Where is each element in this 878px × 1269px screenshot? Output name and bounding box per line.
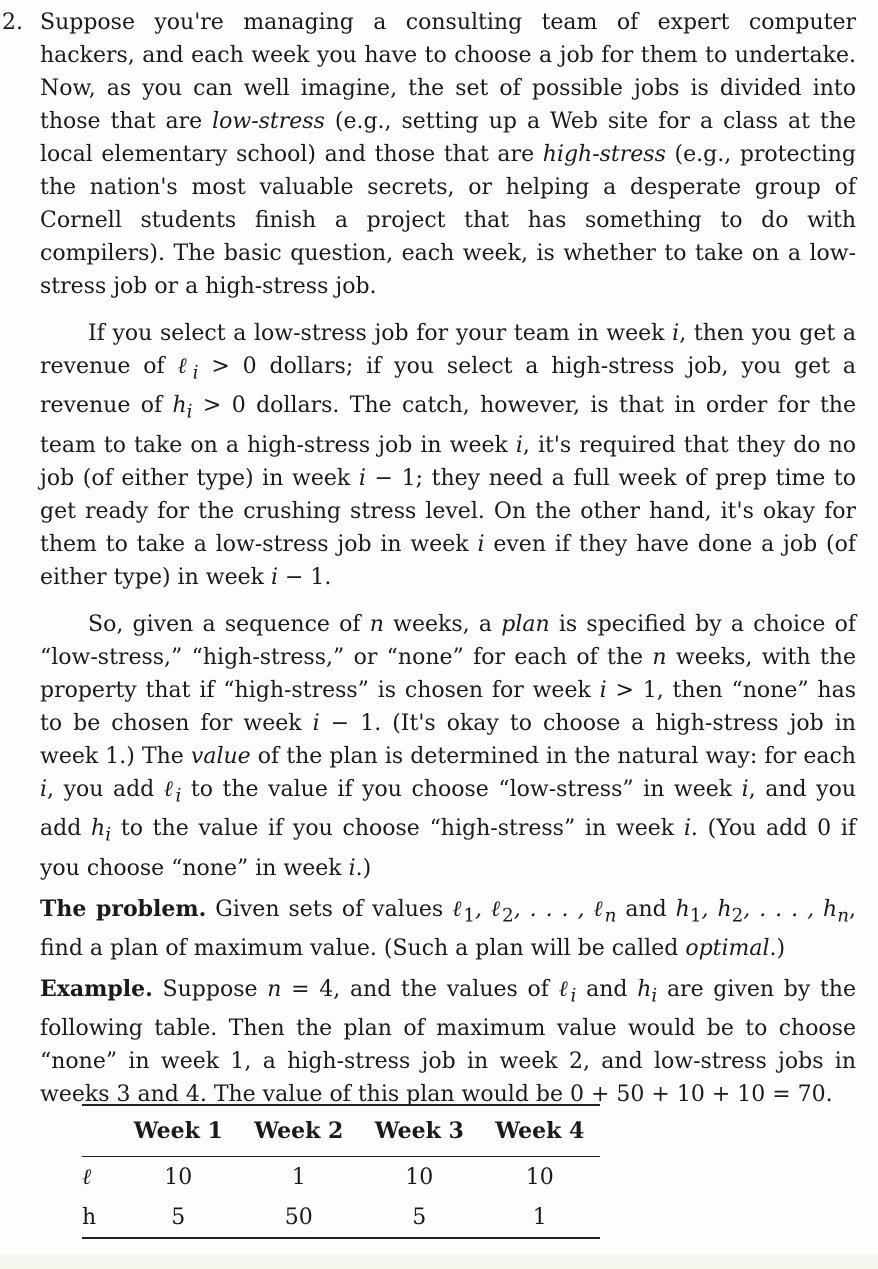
table-cell: 5	[118, 1197, 239, 1238]
header-week-1: Week 1	[118, 1105, 239, 1157]
term-optimal: optimal	[685, 935, 770, 961]
term-high-stress: high-stress	[542, 142, 666, 167]
row-label-h: h	[82, 1197, 118, 1238]
table-cell: 1	[291, 1164, 306, 1190]
weeks-table	[82, 1104, 600, 1239]
paragraph-intro: Suppose you're managing a consulting team of expert computer hackers, and each week you have to choose a job for them to undertake. Now, as you can well imagine, the set of possible jobs is divided into those that are low-stress (e.g., setting up a Web site for a class at the local elementary school) and those that are high-stress (e.g., protecting the nation's most valuable secrets, or helping a desperate group of Cornell students finish a project that has something to do with compilers). The basic question, each week, is whether to take on a low-stress job or a high-stress job.	[40, 10, 857, 299]
table-row-low	[82, 1157, 600, 1198]
paragraph-revenue-rules: If you select a low-stress job for your team in week i, then you get a revenue of ℓ$_i$ > 0 dollars; if you select a high-stress job, you get a revenue of $h_i > 0$ dollars. The catch, however, is that in order for the team to take on a high-stress job in week i, it's required that they do no job (of either type) in week i − 1; they need a full week of prep time to get ready for the crushing stress level. On the other hand, it's okay for them to take a low-stress job in week i even if they have done a job (of either type) in week i − 1.	[40, 321, 857, 590]
header-blank	[82, 1105, 118, 1157]
header-week-3: Week 3	[359, 1105, 480, 1157]
label-example: Example.	[40, 975, 153, 1002]
term-low-stress: low-stress	[212, 109, 325, 134]
table-cell: 10	[405, 1164, 434, 1190]
table-cell: 10	[164, 1164, 193, 1190]
table-cell: 50	[239, 1197, 360, 1238]
table-header-row	[82, 1105, 600, 1157]
paragraph-plan-definition: So, given a sequence of n weeks, a plan is specified by a choice of “low-stress,” “high-stress,” or “none” for each of the n weeks, with the property that if “high-stress” is chosen for week i > 1, then “none” has to be chosen for week i − 1. (It's okay to choose a high-stress job in week 1.) The value of the plan is determined in the natural way: for each i, you add ℓ$_i$ to the value if you choose “low-stress” in week i, and you add $h_i$ to the value if you choose “high-stress” in week i. (You add 0 if you choose “none” in week i.)	[40, 611, 857, 881]
header-week-2: Week 2	[239, 1105, 360, 1157]
row-label-l: ℓ	[82, 1165, 92, 1190]
problem-2	[0, 6, 856, 1111]
problem-number: 2.	[2, 10, 23, 35]
table-cell: 1	[480, 1197, 601, 1238]
term-value: value	[190, 743, 251, 769]
label-the-problem: The problem.	[40, 895, 207, 922]
table-cell: 5	[359, 1197, 480, 1238]
paragraph-problem-statement: The problem. Given sets of values ℓ$_1$, ℓ$_2$, . . . , ℓ$_n$ and $h_1$, $h_2$, . . . , $h_n$, find a plan of maximum value. (Such a plan will be called optimal.)	[40, 895, 856, 961]
table-row-high	[82, 1197, 600, 1238]
page-bottom-edge	[0, 1255, 878, 1269]
paragraph-example: Example. Suppose n = 4, and the values of ℓ$_i$ and $h_i$ are given by the following table. Then the plan of maximum value would be to choose “none” in week 1, a high-stress job in week 2, and low-stress jobs in weeks 3 and 4. The value of this plan would be 0 + 50 + 10 + 10 = 70.	[40, 975, 856, 1108]
term-plan: plan	[501, 611, 550, 637]
table-cell: 10	[525, 1164, 554, 1190]
header-week-4: Week 4	[480, 1105, 601, 1157]
example-table	[82, 1104, 600, 1239]
